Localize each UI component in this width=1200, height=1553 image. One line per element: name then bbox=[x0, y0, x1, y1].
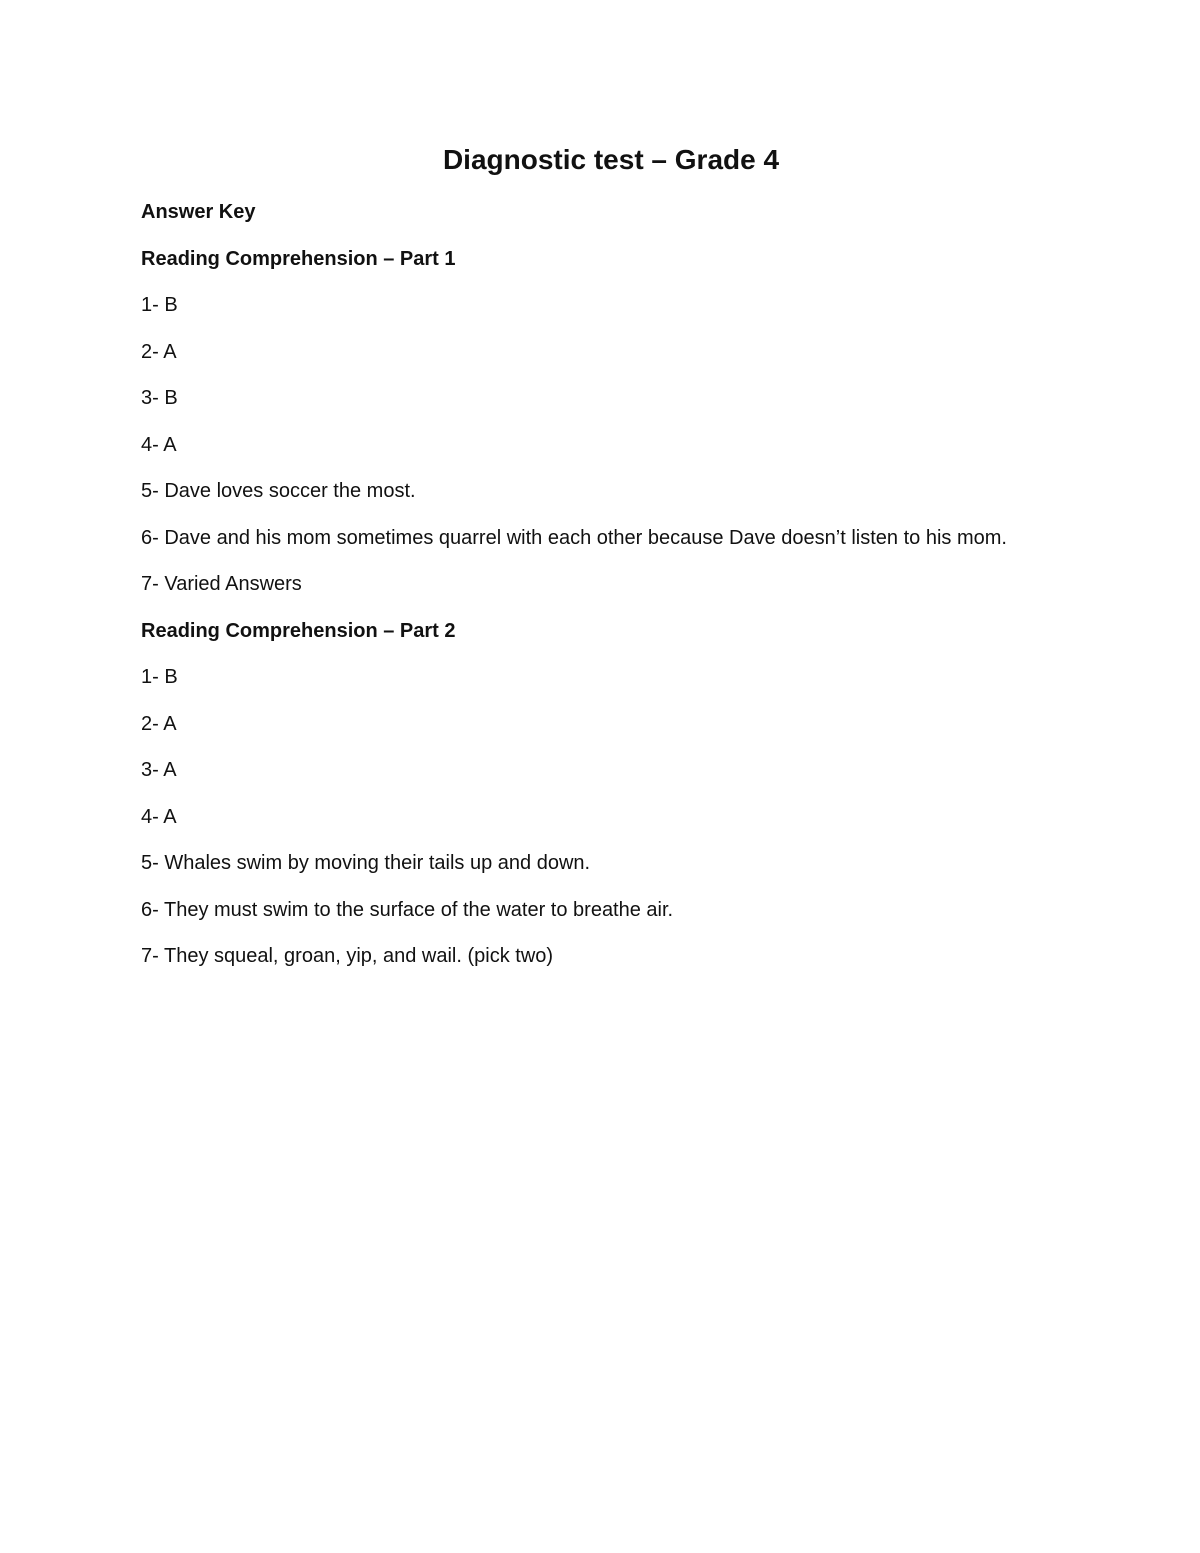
answer-item: 5- Dave loves soccer the most. bbox=[141, 480, 416, 502]
answer-item: 4- A bbox=[141, 433, 177, 456]
answer-item: 2- A bbox=[141, 340, 177, 363]
answer-item: 7- They squeal, groan, yip, and wail. (pick two) bbox=[141, 945, 554, 967]
page-title: Diagnostic test – Grade 4 bbox=[442, 144, 780, 175]
answer-item: 2- A bbox=[141, 712, 177, 735]
answer-item: 4- A bbox=[141, 805, 177, 828]
answer-item: 3- B bbox=[141, 387, 178, 409]
answer-item: 1- B bbox=[141, 294, 178, 316]
answer-item: 1- B bbox=[141, 666, 178, 688]
answer-item: 3- A bbox=[141, 759, 177, 781]
answer-item: 6- Dave and his mom sometimes quarrel with each other because Dave doesn’t listen to his mom. bbox=[141, 526, 1007, 549]
section-part-1 bbox=[141, 243, 1041, 601]
answer-key-label: Answer Key bbox=[141, 201, 256, 223]
section-part-2 bbox=[141, 615, 1041, 973]
document-body bbox=[141, 196, 1041, 987]
answer-item: 5- Whales swim by moving their tails up and down. bbox=[141, 852, 591, 874]
section-heading: Reading Comprehension – Part 2 bbox=[141, 619, 456, 642]
section-heading: Reading Comprehension – Part 1 bbox=[141, 247, 456, 270]
answer-item: 7- Varied Answers bbox=[141, 573, 302, 595]
answer-item: 6- They must swim to the surface of the water to breathe air. bbox=[141, 898, 674, 921]
